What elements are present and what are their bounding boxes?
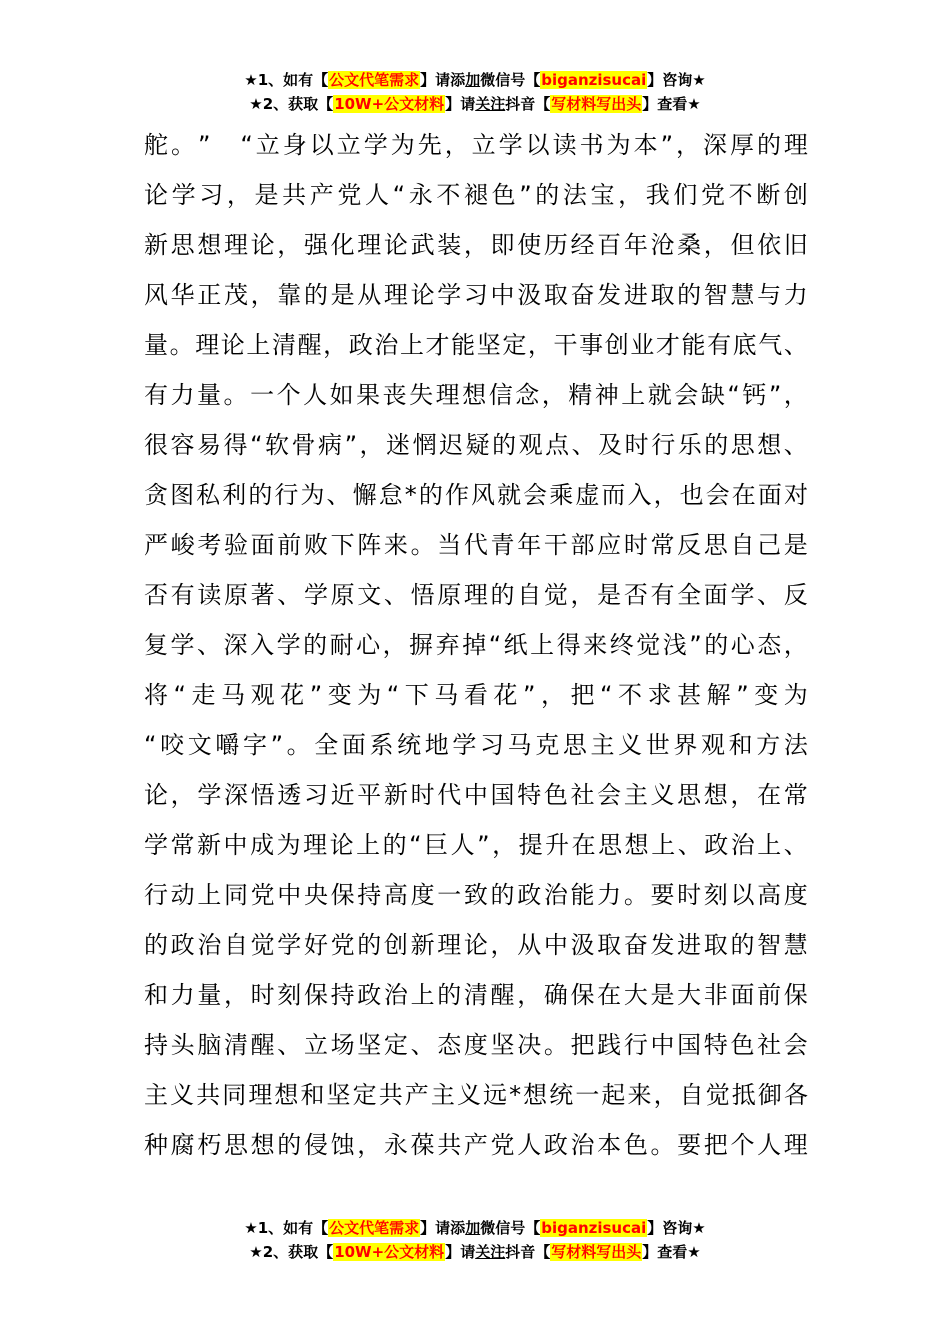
header-banner (0, 68, 950, 116)
douyin-id-highlight: 写材料写出头 (551, 95, 642, 113)
text-line: 将 “ 走 马 观 花 ” 变 为 “ 下 马 看 花 ” ， 把 “ 不 求 甚 解 ” 变 为 (144, 681, 808, 709)
banner-text: 】查看★ (642, 95, 701, 113)
banner-text: ★1、如有【 (244, 71, 329, 89)
banner-text: 】咨询★ (647, 1219, 706, 1237)
douyin-id-highlight: 写材料写出头 (551, 1243, 642, 1261)
text-line: 严 峻 考 验 面 前 败 下 阵 来 。 当 代 青 年 干 部 应 时 常 反 思 自 己 是 (144, 531, 808, 559)
text-line: “ 咬 文 嚼 字 ” 。 全 面 系 统 地 学 习 马 克 思 主 义 世 界 观 和 方 法 (144, 731, 808, 759)
wechat-id-highlight: biganzisucai (541, 1219, 647, 1237)
banner-text: 抖音【 (505, 95, 551, 113)
text-line: 复 学 、 深 入 学 的 耐 心 ， 摒 弃 掉 “ 纸 上 得 来 终 觉 浅 ” 的 心 态 ， (144, 631, 808, 659)
banner-text: ★2、获取【 (249, 95, 334, 113)
banner-text: 】查看★ (642, 1243, 701, 1261)
text-line: 否 有 读 原 著 、 学 原 文 、 悟 原 理 的 自 觉 ， 是 否 有 全 面 学 、 反 (144, 581, 808, 609)
text-line: 很 容 易 得 “ 软 骨 病 ” ， 迷 惘 迟 疑 的 观 点 、 及 时 行 乐 的 思 想 、 (144, 431, 808, 459)
banner-text: 抖音【 (505, 1243, 551, 1261)
banner-line-2 (0, 92, 950, 116)
text-line: 的 政 治 自 觉 学 好 党 的 创 新 理 论 ， 从 中 汲 取 奋 发 进 取 的 智 慧 (144, 931, 808, 959)
text-line: 新 思 想 理 论 ， 强 化 理 论 武 装 ， 即 使 历 经 百 年 沧 桑 ， 但 依 旧 (144, 231, 808, 259)
highlight-text: 公文代笔需求 (329, 71, 420, 89)
text-line: 论 ， 学 深 悟 透 习 近 平 新 时 代 中 国 特 色 社 会 主 义 思 想 ， 在 常 (144, 781, 808, 809)
text-line: 舵 。 ” “ 立 身 以 立 学 为 先 ， 立 学 以 读 书 为 本 ” ， 深 厚 的 理 (144, 131, 808, 159)
document-body (144, 120, 808, 1170)
text-line: 持 头 脑 清 醒 、 立 场 坚 定 、 态 度 坚 决 。 把 践 行 中 国 特 色 社 会 (144, 1031, 808, 1059)
banner-text: 微信号【 (480, 1219, 541, 1237)
banner-line-1 (0, 68, 950, 92)
banner-text: 】请添 (420, 71, 466, 89)
banner-text: ★2、获取【 (249, 1243, 334, 1261)
banner-text: 】请 (445, 1243, 476, 1261)
highlight-text: 公文代笔需求 (329, 1219, 420, 1237)
underlined-text: 加 (465, 71, 481, 89)
highlight-text: 10W+公文材料 (334, 95, 445, 113)
banner-text: ★1、如有【 (244, 1219, 329, 1237)
text-line: 论 学 习 ， 是 共 产 党 人 “ 永 不 褪 色 ” 的 法 宝 ， 我 们 党 不 断 创 (144, 181, 808, 209)
text-line: 主 义 共 同 理 想 和 坚 定 共 产 主 义 远 * 想 统 一 起 来 ， 自 觉 抵 御 各 (144, 1081, 808, 1109)
wechat-id-highlight: biganzisucai (541, 71, 647, 89)
text-line: 学 常 新 中 成 为 理 论 上 的 “ 巨 人 ” ， 提 升 在 思 想 上 、 政 治 上 、 (144, 831, 808, 859)
text-line: 种 腐 朽 思 想 的 侵 蚀 ， 永 葆 共 产 党 人 政 治 本 色 。 要 把 个 人 理 (144, 1131, 808, 1159)
text-line: 和 力 量 ， 时 刻 保 持 政 治 上 的 清 醒 ， 确 保 在 大 是 大 非 面 前 保 (144, 981, 808, 1009)
text-line: 量 。 理 论 上 清 醒 ， 政 治 上 才 能 坚 定 ， 干 事 创 业 才 能 有 底 气 、 (144, 331, 808, 359)
banner-text: 】请添 (420, 1219, 466, 1237)
banner-text: 】咨询★ (647, 71, 706, 89)
banner-line-1 (0, 1216, 950, 1240)
underlined-text: 关注 (475, 95, 506, 113)
text-line: 贪 图 私 利 的 行 为 、 懈 怠 * 的 作 风 就 会 乘 虚 而 入 ， 也 会 在 面 对 (144, 481, 808, 509)
banner-text: 】请 (445, 95, 476, 113)
footer-banner (0, 1216, 950, 1264)
highlight-text: 10W+公文材料 (334, 1243, 445, 1261)
underlined-text: 关注 (475, 1243, 506, 1261)
underlined-text: 加 (465, 1219, 481, 1237)
text-line: 风 华 正 茂 ， 靠 的 是 从 理 论 学 习 中 汲 取 奋 发 进 取 的 智 慧 与 力 (144, 281, 808, 309)
banner-line-2 (0, 1240, 950, 1264)
text-line: 行 动 上 同 党 中 央 保 持 高 度 一 致 的 政 治 能 力 。 要 时 刻 以 高 度 (144, 881, 808, 909)
text-line: 有 力 量 。 一 个 人 如 果 丧 失 理 想 信 念 ， 精 神 上 就 会 缺 “ 钙 ” ， (144, 381, 808, 409)
banner-text: 微信号【 (480, 71, 541, 89)
